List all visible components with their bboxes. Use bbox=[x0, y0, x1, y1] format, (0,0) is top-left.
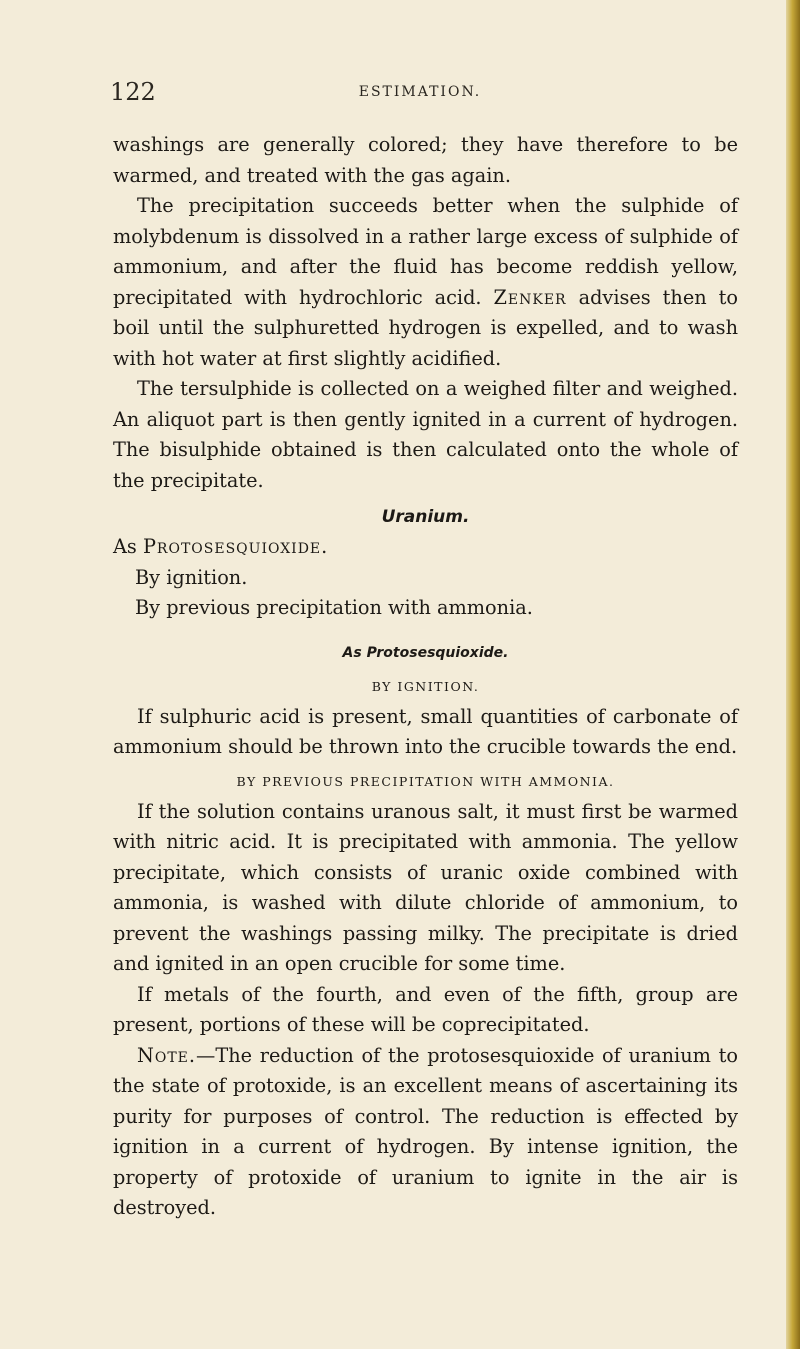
page-body bbox=[113, 130, 738, 1224]
section-title-uranium: Uranium. bbox=[381, 507, 470, 527]
paragraph-continuation: washings are generally colored; they have therefore to be warmed, and treated with the gas again. bbox=[113, 133, 738, 187]
note-paragraph bbox=[113, 1041, 738, 1224]
outline-item: By ignition. bbox=[135, 565, 248, 589]
outline-heading bbox=[113, 532, 738, 563]
note-text: —The reduction of the protosesquioxide of uranium to the state of protoxide, is an excellent means of ascertaining its purity for purposes of control. The reduction is effected by ignition in a current of hydrogen. By intense ignition, the property of protoxide of uranium to ignite in the air is destroyed. bbox=[113, 1043, 738, 1219]
paragraph-ignition: If sulphuric acid is present, small quantities of carbonate of ammonium should be thrown into the crucible towards the end. bbox=[113, 704, 738, 758]
paragraph-metals: If metals of the fourth, and even of the fifth, group are present, portions of these will be coprecipitated. bbox=[113, 982, 738, 1036]
paragraph-precipitation-ammonia: If the solution contains uranous salt, it must first be warmed with nitric acid. It is precipitated with ammonia. The yellow precipitate, which consists of uranic oxide combined with ammonia, is washed with dilute chloride of ammonium, to prevent the washings passing milky. The precipitate is dried and ignited in an open crucible for some time. bbox=[113, 799, 738, 975]
running-head: ESTIMATION. bbox=[358, 84, 482, 100]
paragraph-precipitation bbox=[113, 191, 738, 374]
page-header bbox=[110, 78, 730, 108]
heading-by-ignition: BY IGNITION. bbox=[371, 678, 480, 694]
paragraph-precipitation-start: The precipitation succeeds better when the sulphide of molybdenum is dissolved in a rather large excess of sulphide of ammonium, and after the fluid has become reddish yellow, precipitated with hydrochloric acid. bbox=[113, 194, 738, 309]
outline-heading-text: Protosesquioxide. bbox=[142, 535, 329, 558]
note-label: Note. bbox=[137, 1043, 197, 1067]
paragraph-tersulphide: The tersulphide is collected on a weighed filter and weighed. An aliquot part is then gently ignited in a current of hydrogen. The bisulphide obtained is then calculated onto the whole of the precipitate. bbox=[113, 377, 738, 492]
book-spine-edge bbox=[786, 0, 800, 1349]
outline-item: By previous precipitation with ammonia. bbox=[135, 596, 533, 619]
heading-by-precipitation: BY PREVIOUS PRECIPITATION WITH AMMONIA. bbox=[236, 773, 615, 789]
author-name-zenker: Zenker bbox=[493, 285, 567, 309]
subsection-title: As Protosesquioxide. bbox=[342, 644, 509, 661]
paragraph-precipitation-end: advises then to boil until the sulphuretted hydrogen is expelled, and to wash with hot water at first slightly acidified. bbox=[113, 285, 738, 370]
outline-prefix: As bbox=[113, 535, 143, 558]
page-number: 122 bbox=[110, 78, 156, 106]
